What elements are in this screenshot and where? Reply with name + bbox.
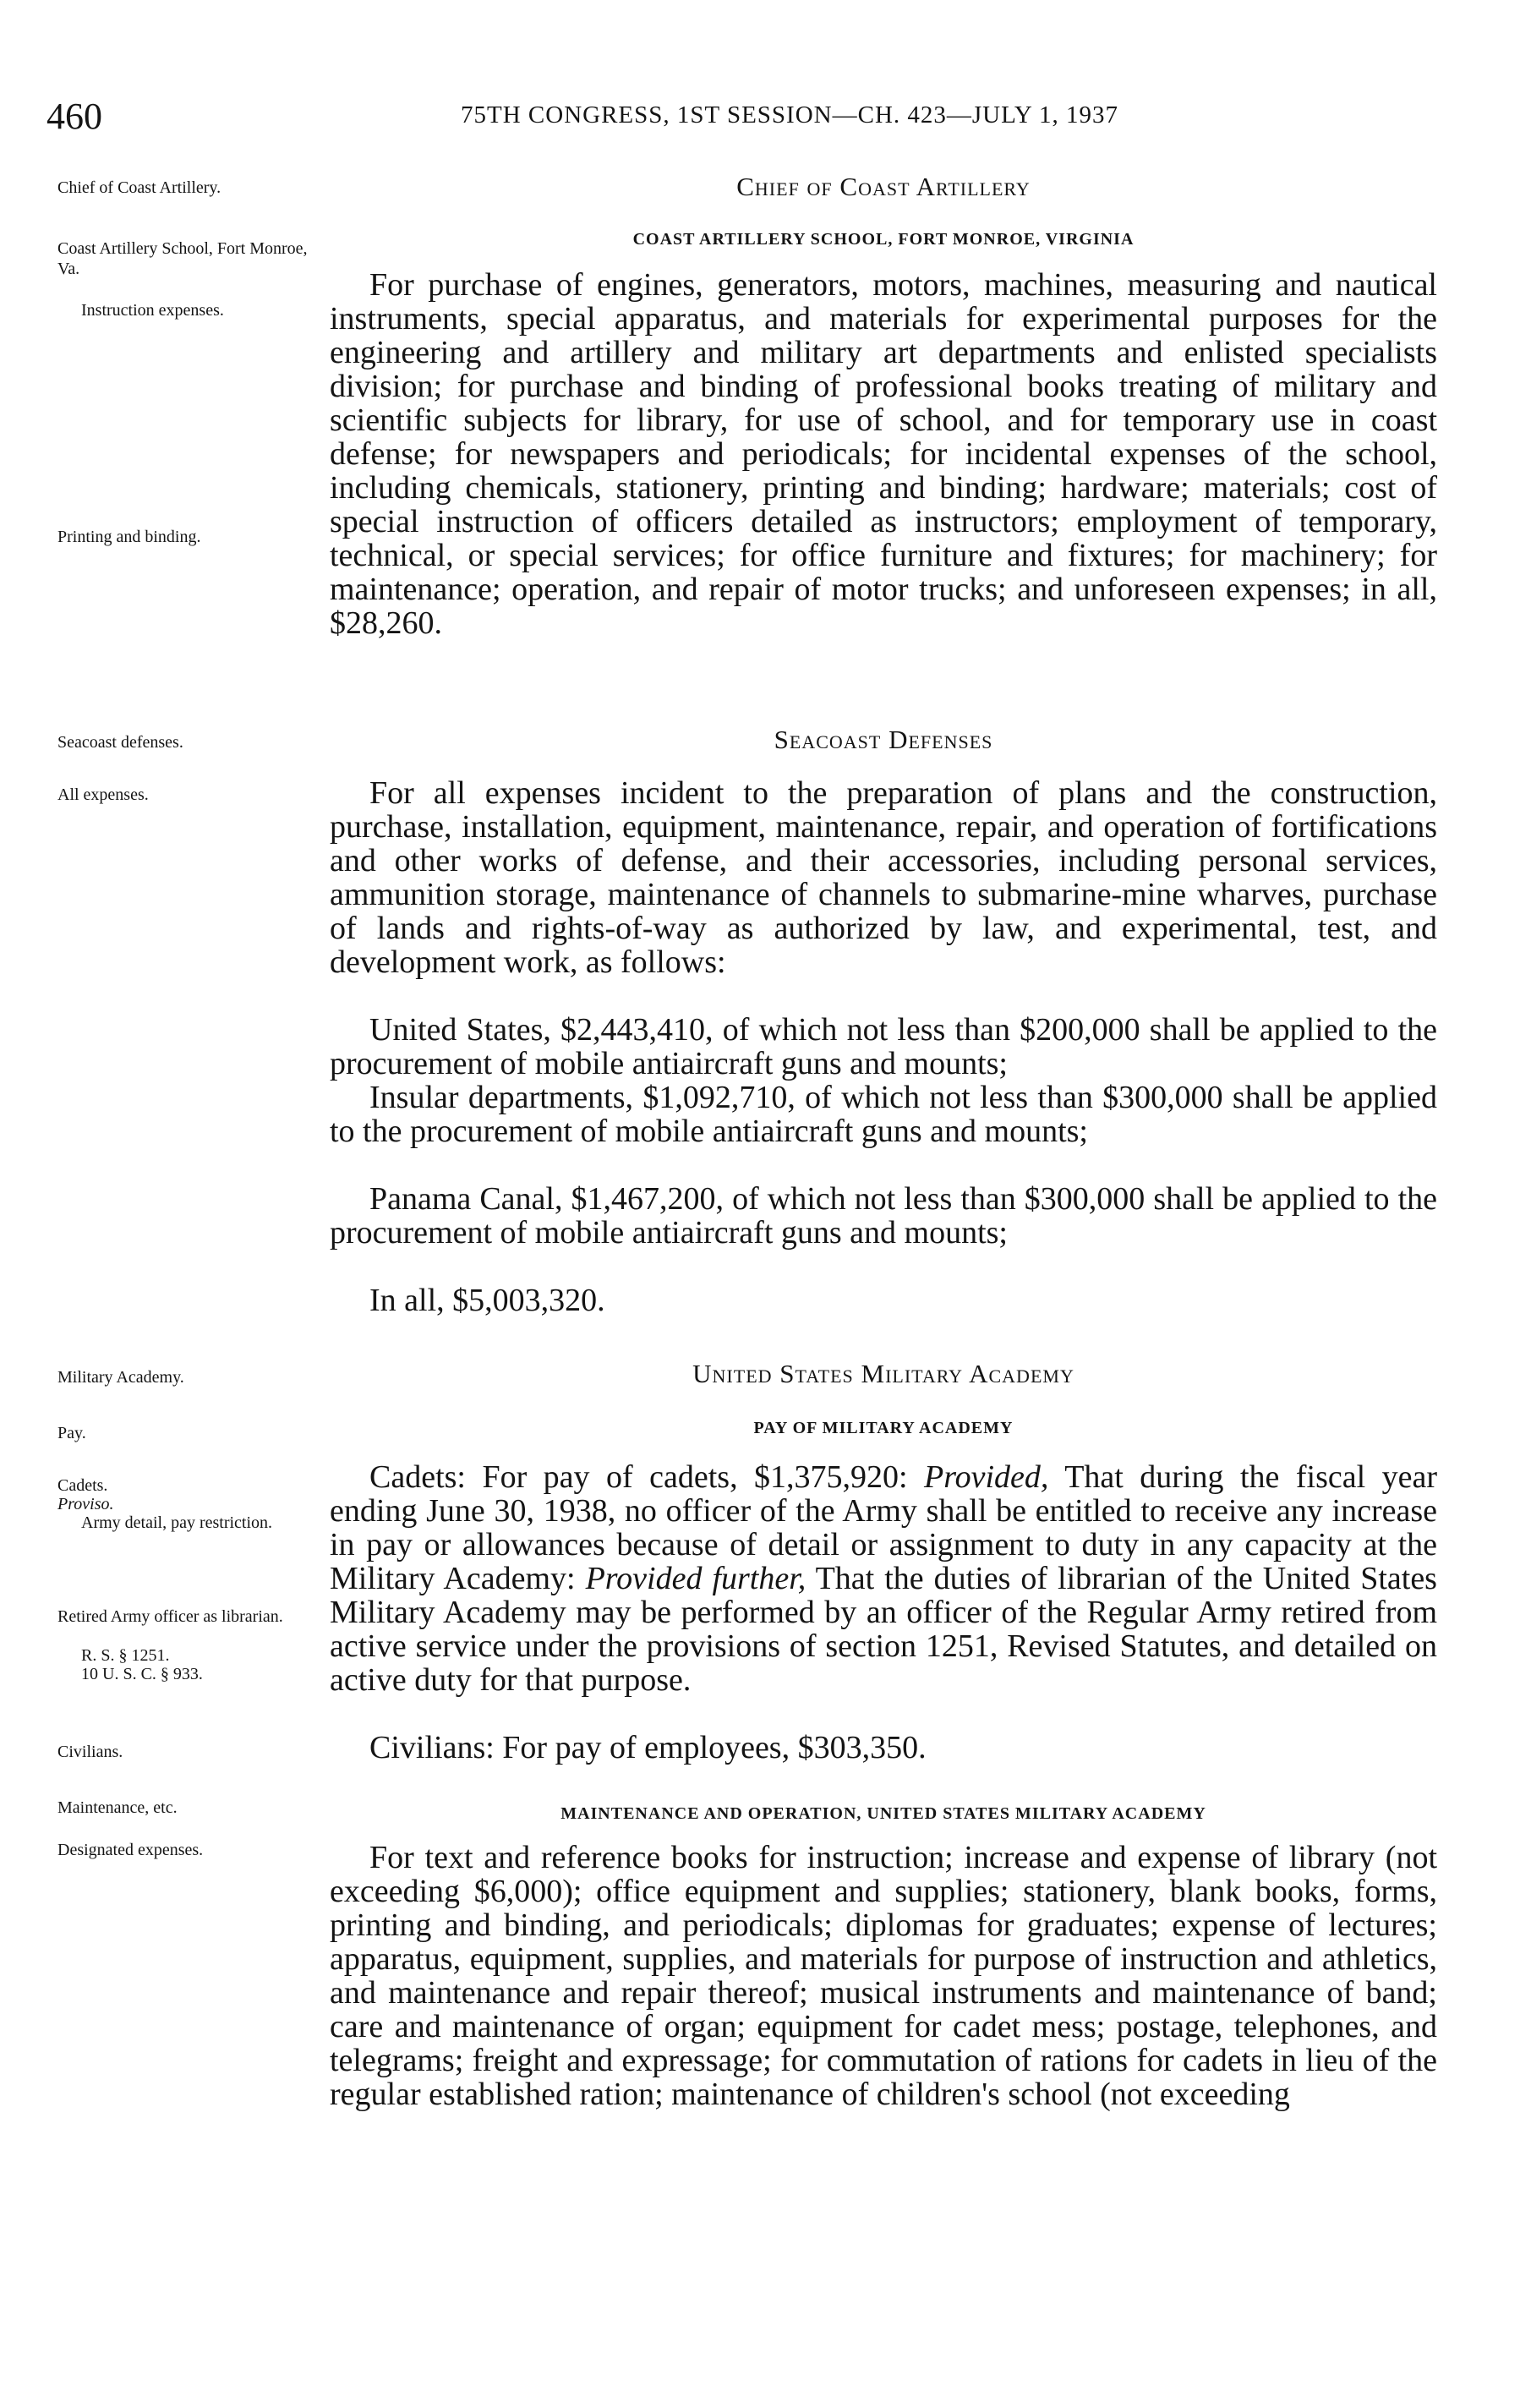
- subheading-maintenance-operation: MAINTENANCE AND OPERATION, UNITED STATES MILITARY ACADEMY: [560, 1804, 1206, 1823]
- margin-note-retired: Retired Army officer as librarian.: [57, 1607, 283, 1626]
- page-number: 460: [46, 96, 102, 137]
- paragraph-seacoast-defenses: For all expenses incident to the preparation of plans and the construction, purchase, installation, equipment, maintenance, repair, and operation of fortifications and other works of defense, and their accessories, including personal services, ammunition storage, maintenance of channels to submarine-mine wharves, purchase of lands and rights-of-way as authorized by law, and experimental, test, and development work, as follows:: [330, 775, 1437, 980]
- margin-note-printing: Printing and binding.: [57, 528, 201, 546]
- paragraph-insular-departments: Insular departments, $1,092,710, of which not less than $300,000 shall be applied to the procurement of mobile antiaircraft guns and mounts;: [330, 1080, 1437, 1149]
- margin-note-chief: Chief of Coast Artillery.: [57, 178, 221, 197]
- margin-note-army-detail: Army detail, pay restriction.: [81, 1513, 273, 1532]
- subheading-pay-military-academy: PAY OF MILITARY ACADEMY: [753, 1419, 1014, 1437]
- margin-note-proviso: Proviso.: [57, 1495, 114, 1513]
- paragraph-maintenance: For text and reference books for instruction; increase and expense of library (not exceeding $6,000); office equipment and supplies; stationery, blank books, forms, printing and binding, and periodicals; diplomas for graduates; expense of lectures; apparatus, equipment, supplies, and materials for purpose of instruction and athletics, and maintenance and repair thereof; musical instruments and maintenance of band; care and maintenance of organ; equipment for cadet mess; postage, telephones, and telegrams; freight and expressage; for commutation of rations for cadets in lieu of the regular established ration; maintenance of children's school (not exceeding: [330, 1840, 1437, 2112]
- provided-further-italic: Provided further,: [585, 1561, 806, 1596]
- margin-note-civilians: Civilians.: [57, 1743, 123, 1761]
- margin-note-seacoast: Seacoast defenses.: [57, 733, 183, 752]
- margin-note-instruction: Instruction expenses.: [81, 301, 224, 320]
- heading-military-academy: United States Military Academy: [692, 1359, 1074, 1388]
- subheading-coast-artillery-school: COAST ARTILLERY SCHOOL, FORT MONROE, VIRGINIA: [632, 230, 1135, 249]
- cadets-text-b: That during the fiscal year ending June 30, 1938, no officer of the Army shall be entitled to receive any increase in pay or allowances because of detail or assignment to duty in any capacity at the Military Academy:: [330, 1459, 1437, 1596]
- margin-note-school: Coast Artillery School, Fort Monroe, Va.: [57, 239, 308, 278]
- margin-note-all-expenses: All expenses.: [57, 785, 149, 804]
- margin-note-designated: Designated expenses.: [57, 1841, 204, 1859]
- page-header: [0, 95, 1520, 145]
- paragraph-coast-artillery-school: For purchase of engines, generators, motors, machines, measuring and nautical instruments, special apparatus, and materials for experimental purposes for the engineering and artillery and military art departments and enlisted specialists division; for purchase and binding of professional books treating of military and scientific subjects for library, for use of school, and for temporary use in coast defense; for newspapers and periodicals; for incidental expenses of the school, including chemicals, stationery, printing and binding; hardware; materials; cost of special instruction of officers detailed as instructors; employment of temporary, technical, or special services; for office furniture and fixtures; for machinery; for maintenance; operation, and repair of motor trucks; and unforeseen expenses; in all, $28,260.: [330, 267, 1437, 641]
- margin-note-pay: Pay.: [57, 1424, 86, 1442]
- heading-chief-coast-artillery: Chief of Coast Artillery: [736, 172, 1031, 201]
- paragraph-civilians: Civilians: For pay of employees, $303,350.: [369, 1730, 927, 1765]
- cadets-text-c: That the duties of librarian of the United States Military Academy may be performed by an officer of the Regular Army retired from active service under the provisions of section 1251, Revised Statutes, and detailed on active duty for that purpose.: [330, 1561, 1437, 1698]
- margin-note-military-academy: Military Academy.: [57, 1368, 184, 1387]
- paragraph-in-all: In all, $5,003,320.: [369, 1283, 605, 1318]
- provided-italic: Provided,: [924, 1459, 1049, 1495]
- margin-note-maintenance: Maintenance, etc.: [57, 1798, 178, 1817]
- margin-note-usc: 10 U. S. C. § 933.: [81, 1665, 203, 1683]
- paragraph-cadets: [330, 1460, 1437, 1697]
- margin-note-cadets: Cadets.: [57, 1476, 108, 1495]
- running-head: 75TH CONGRESS, 1ST SESSION—CH. 423—JULY 1, 1937: [461, 101, 1119, 129]
- paragraph-united-states: United States, $2,443,410, of which not less than $200,000 shall be applied to the procurement of mobile antiaircraft guns and mounts;: [330, 1012, 1437, 1081]
- heading-seacoast-defenses: Seacoast Defenses: [774, 725, 993, 754]
- cadets-text-a: Cadets: For pay of cadets, $1,375,920:: [369, 1459, 925, 1495]
- paragraph-panama-canal: Panama Canal, $1,467,200, of which not less than $300,000 shall be applied to the procurement of mobile antiaircraft guns and mounts;: [330, 1181, 1437, 1251]
- margin-note-rs: R. S. § 1251.: [81, 1646, 170, 1665]
